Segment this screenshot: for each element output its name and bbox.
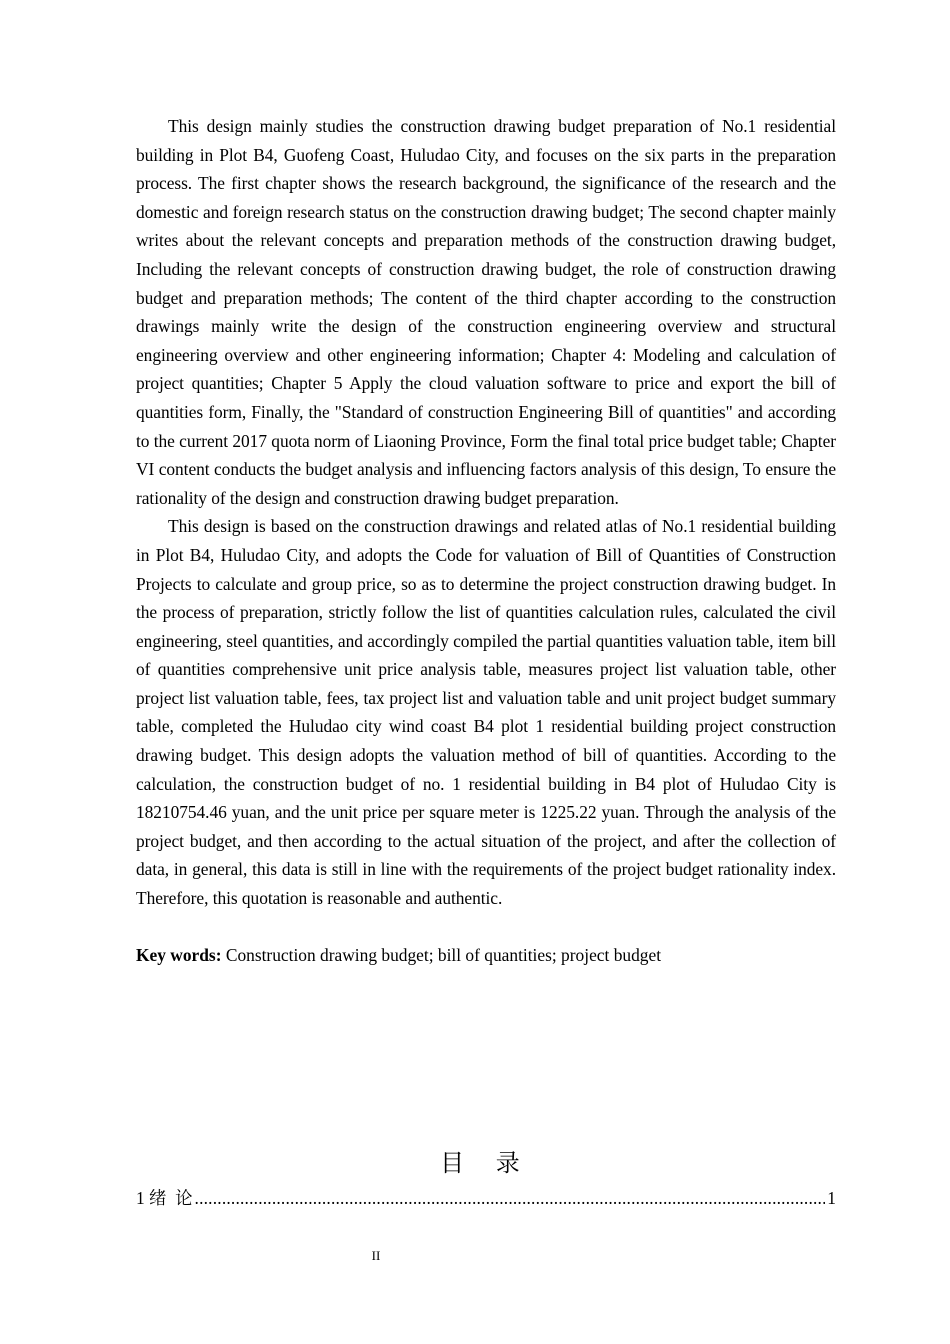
toc-leader-dots — [195, 1184, 826, 1212]
abstract-paragraph-2: This design is based on the construction drawings and related atlas of No.1 residential building in Plot B4, Huludao City, and adopts the Code for valuation of Bill of Quantities of Construction Projects to calculate and group price, so as to determine the project construction drawing budget. In the process of preparation, strictly follow the list of quantities calculation rules, calculated the civil engineering, steel quantities, and accordingly compiled the partial quantities valuation table, item bill of quantities comprehensive unit price analysis table, measures project list valuation table, other project list valuation table, fees, tax project list and valuation table and unit project budget summary table, completed the Huludao city wind coast B4 plot 1 residential building project construction drawing budget. This design adopts the valuation method of bill of quantities. According to the calculation, the construction budget of no. 1 residential building in B4 plot of Huludao City is 18210754.46 yuan, and the unit price per square meter is 1225.22 yuan. Through the analysis of the project budget, and then according to the actual situation of the project, and after the collection of data, in general, this data is still in line with the requirements of the project budget rationality index. Therefore, this quotation is reasonable and authentic. — [136, 516, 836, 909]
toc-title: 目 录 — [440, 1149, 532, 1177]
page-number: II — [371, 1248, 381, 1263]
toc-entry-label: 1 绪 论 — [136, 1188, 193, 1208]
toc-entry[interactable] — [136, 1184, 836, 1212]
toc-entry-page: 1 — [827, 1188, 836, 1208]
document-body — [136, 112, 836, 969]
keywords-line — [136, 941, 836, 970]
abstract-paragraph-1: This design mainly studies the construction drawing budget preparation of No.1 residential building in Plot B4, Guofeng Coast, Huludao City, and focuses on the six parts in the preparation process. The first chapter shows the research background, the significance of the research and the domestic and foreign research status on the construction drawing budget; The second chapter mainly writes about the relevant concepts and preparation methods of the construction drawing budget, Including the relevant concepts of construction drawing budget, the role of construction drawing budget and preparation methods; The content of the third chapter according to the construction drawings mainly write the design of the construction engineering overview and structural engineering overview and other engineering information; Chapter 4: Modeling and calculation of project quantities; Chapter 5 Apply the cloud valuation software to price and export the bill of quantities form, Finally, the "Standard of construction Engineering Bill of quantities" and according to the current 2017 quota norm of Liaoning Province, Form the final total price budget table; Chapter VI content conducts the budget analysis and influencing factors analysis of this design, To ensure the rationality of the design and construction drawing budget preparation. — [136, 116, 836, 508]
keywords-label: Key words: — [136, 944, 222, 965]
keywords-text: Construction drawing budget; bill of quantities; project budget — [221, 944, 662, 965]
